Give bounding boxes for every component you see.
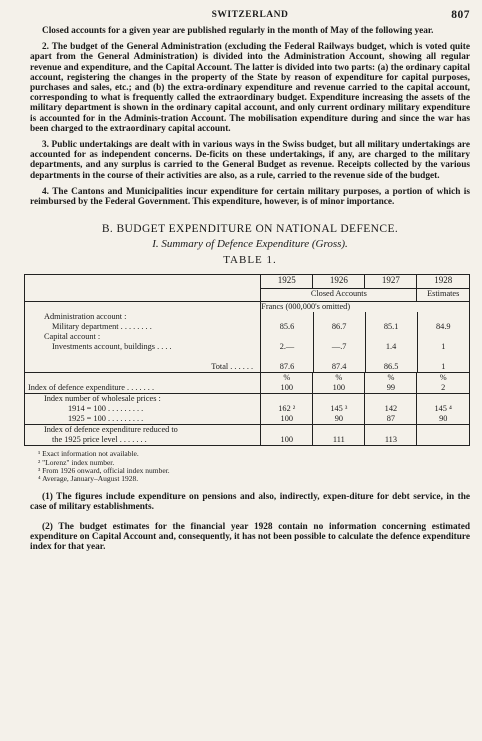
- running-title: SWITZERLAND: [211, 10, 289, 20]
- note-2: (2) The budget estimates for the financial year 1928 contain no information concerning estimated expenditure on Capital Account and, consequently, it has not been possible to calculate the defence expenditure index for that year.: [30, 521, 470, 552]
- paragraph-1: Closed accounts for a given year are published regularly in the month of May of the following year.: [42, 26, 434, 36]
- cell-reduced-1925: 100: [261, 425, 313, 446]
- year-header-1928: 1928: [417, 275, 470, 289]
- cell-reduced-1928: [417, 425, 470, 446]
- cell-total-1926: 87.4: [331, 362, 347, 372]
- footnote-3: ³ From 1926 onward, official index number.: [38, 466, 170, 476]
- year-header-1927: 1927: [365, 275, 417, 289]
- page-number: 807: [451, 9, 470, 21]
- defence-expenditure-table: [24, 274, 470, 446]
- row-label-index-defence: Index of defence expenditure . . . . . . .: [25, 373, 261, 394]
- cell-total-1925: 87.6: [279, 362, 295, 372]
- label-total: Total . . . . . .: [211, 362, 258, 372]
- document-page: [30, 10, 470, 561]
- cell-military-1925: 85.6: [279, 322, 295, 332]
- footnote-4: ⁴ Average, January–August 1928.: [38, 474, 139, 484]
- cell-wholesale-1926: 145 ³ 90: [313, 394, 365, 425]
- note-1: (1) The figures include expenditure on pensions and also, indirectly, expen-diture for debt service, in the case of military establishments.: [30, 491, 470, 513]
- cell-investments-1927: 1.4: [385, 342, 397, 352]
- cell-index-1925: % 100: [261, 373, 313, 394]
- row-label-wholesale: Index number of wholesale prices : 1914 = 100 . . . . . . . . . 1925 = 100 . . . . . . . . .: [25, 394, 261, 425]
- accounts-values: [261, 302, 470, 373]
- row-label-reduced: Index of defence expenditure reduced to the 1925 price level . . . . . . .: [25, 425, 261, 446]
- year-header-1926: 1926: [313, 275, 365, 289]
- section-title: B. BUDGET EXPENDITURE ON NATIONAL DEFENCE.: [101, 223, 399, 236]
- paragraph-3: 3. Public undertakings are dealt with in various ways in the Swiss budget, but all military undertakings are accounted for as independent concerns. De-ficits on these undertakings, if any, are charged to the military departments, and any surplus is carried to the General Budget as revenue. Receipts collected by the various departments in the course of their activities are also, as a rule, carried to the revenue side of the budget.: [30, 140, 470, 181]
- year-header-1925: 1925: [261, 275, 313, 289]
- label-military-dept: Military department . . . . . . . .: [52, 322, 152, 332]
- subsection-title: I. Summary of Defence Expenditure (Gross).: [152, 238, 348, 251]
- cell-reduced-1927: 113: [365, 425, 417, 446]
- footnote-1: ¹ Exact information not available.: [38, 449, 139, 459]
- cell-military-1928: 84.9: [436, 322, 451, 332]
- cell-index-1926: % 100: [313, 373, 365, 394]
- footnote-2: ² "Lorenz" index number.: [38, 457, 115, 467]
- units-label: Francs (000,000's omitted): [261, 302, 351, 312]
- cell-index-1928: % 2: [417, 373, 470, 394]
- cell-investments-1926: —.7: [331, 342, 347, 352]
- cell-total-1928: 1: [441, 362, 446, 372]
- footnotes: [30, 450, 470, 484]
- table-title: TABLE 1.: [223, 254, 277, 267]
- cell-total-1927: 86.5: [383, 362, 399, 372]
- table-corner: [25, 275, 261, 302]
- cell-wholesale-1925: 162 ² 100: [261, 394, 313, 425]
- cell-index-1927: % 99: [365, 373, 417, 394]
- cell-investments-1928: 1: [441, 342, 446, 352]
- cell-military-1927: 85.1: [383, 322, 399, 332]
- cell-wholesale-1928: 145 ⁴ 90: [417, 394, 470, 425]
- cell-wholesale-1927: 142 87: [365, 394, 417, 425]
- label-investments: Investments account, buildings . . . .: [52, 342, 172, 352]
- cell-military-1926: 86.7: [331, 322, 347, 332]
- cell-reduced-1926: 111: [313, 425, 365, 446]
- row-labels-accounts: Administration account : Military department . . . . . . . . Capital account : Investments account, buildings . . . . Total . . . . . .: [25, 302, 261, 373]
- cell-investments-1925: 2.—: [279, 342, 295, 352]
- estimates-header: Estimates: [417, 289, 470, 302]
- paragraph-4: 4. The Cantons and Municipalities incur expenditure for certain military purposes, a portion of which is reimbursed by the Federal Government. This expenditure, however, is of minor importance.: [30, 186, 470, 208]
- page-header: [30, 10, 470, 26]
- paragraph-2: 2. The budget of the General Administration (excluding the Federal Railways budget, which is voted quite apart from the General Administration) is divided into the Administration Account, showing all regular revenue and expenditure, and the Capital Account. The latter is divided into two parts: (a) the ordinary capital account, registering the changes in the property of the State by reason of expenditure for capital purposes, purchases and sales, etc.; and (b) the extra-ordinary expenditure and revenue carried to the capital account, corresponding to what is frequently called the extraordinary budget. Expenditure increasing the assets of the military department is shown in the ordinary capital account, and only current ordinary military expenditure is accounted for in the Adminis-tration Account. The mobilisation expenditure during and since the war has been charged to the extraordinary capital account.: [30, 42, 470, 134]
- closed-accounts-header: Closed Accounts: [261, 289, 417, 302]
